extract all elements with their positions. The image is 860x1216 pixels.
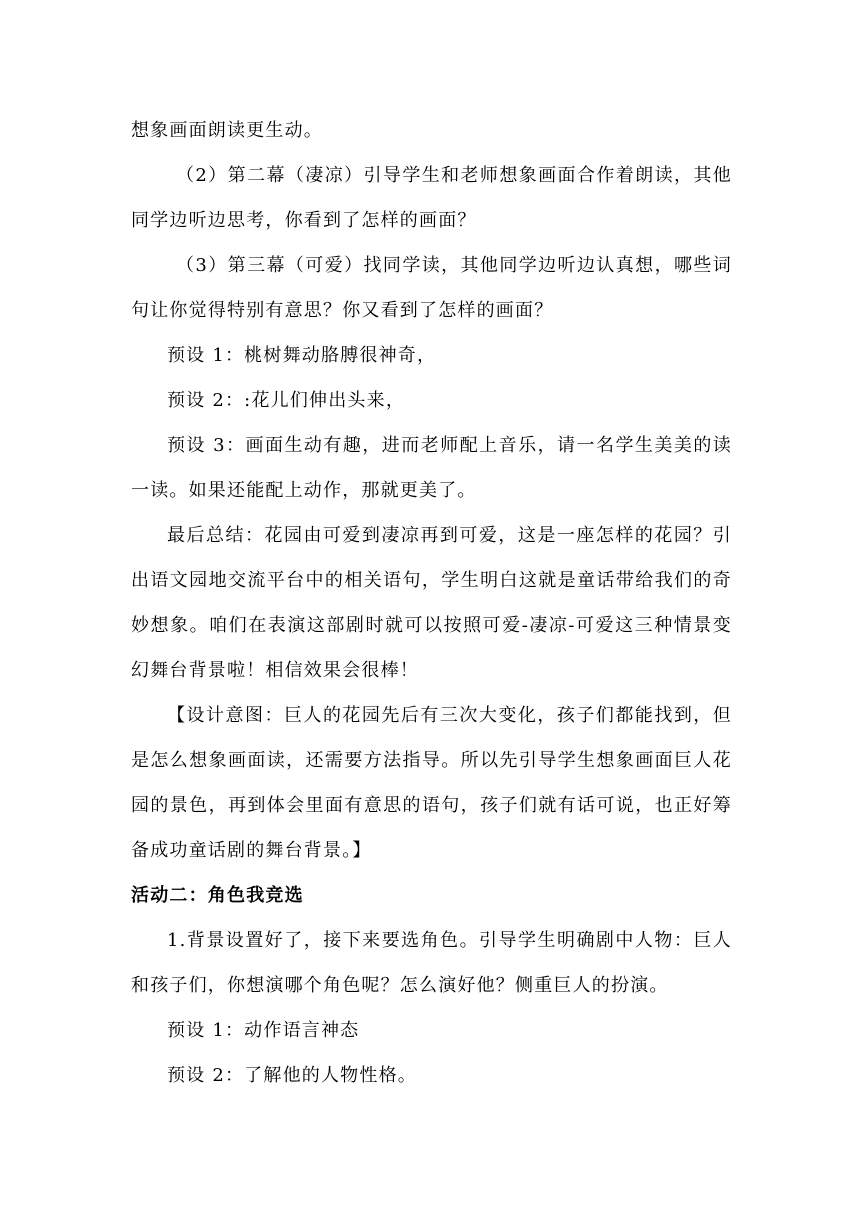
paragraph-summary: 最后总结：花园由可爱到凄凉再到可爱，这是一座怎样的花园？引出语文园地交流平台中的相关语句，学生明白这就是童话带给我们的奇妙想象。咱们在表演这部剧时就可以按照可爱-凄凉-可爱这三种情景变幻舞台背景啦！相信效果会很棒！ bbox=[131, 525, 732, 681]
paragraph-preset-1: 预设 1：桃树舞动胳膊很神奇， bbox=[167, 345, 437, 366]
paragraph-act-two: （2）第二幕（凄凉）引导学生和老师想象画面合作着朗读，其他同学边听边思考，你看到了怎样的画面？ bbox=[131, 165, 732, 231]
paragraph-continuation: 想象画面朗读更生动。 bbox=[131, 120, 323, 141]
paragraph-role-preset-1: 预设 1：动作语言神态 bbox=[167, 1020, 360, 1041]
section-heading-activity-two: 活动二：角色我竞选 bbox=[131, 885, 304, 906]
paragraph-preset-2: 预设 2：:花儿们伸出头来， bbox=[167, 390, 406, 411]
paragraph-role-preset-2: 预设 2：了解他的人物性格。 bbox=[167, 1065, 417, 1086]
paragraph-role-selection: 1.背景设置好了，接下来要选角色。引导学生明确剧中人物：巨人和孩子们，你想演哪个角色呢？怎么演好他？侧重巨人的扮演。 bbox=[131, 930, 732, 996]
paragraph-act-three: （3）第三幕（可爱）找同学读，其他同学边听边认真想，哪些词句让你觉得特别有意思？你又看到了怎样的画面？ bbox=[131, 255, 732, 321]
paragraph-design-intent: 【设计意图：巨人的花园先后有三次大变化，孩子们都能找到，但是怎么想象画面读，还需要方法指导。所以先引导学生想象画面巨人花园的景色，再到体会里面有意思的语句，孩子们就有话可说，也正好筹备成功童话剧的舞台背景。】 bbox=[131, 705, 732, 861]
paragraph-preset-3: 预设 3：画面生动有趣，进而老师配上音乐，请一名学生美美的读一读。如果还能配上动作，那就更美了。 bbox=[131, 435, 732, 501]
